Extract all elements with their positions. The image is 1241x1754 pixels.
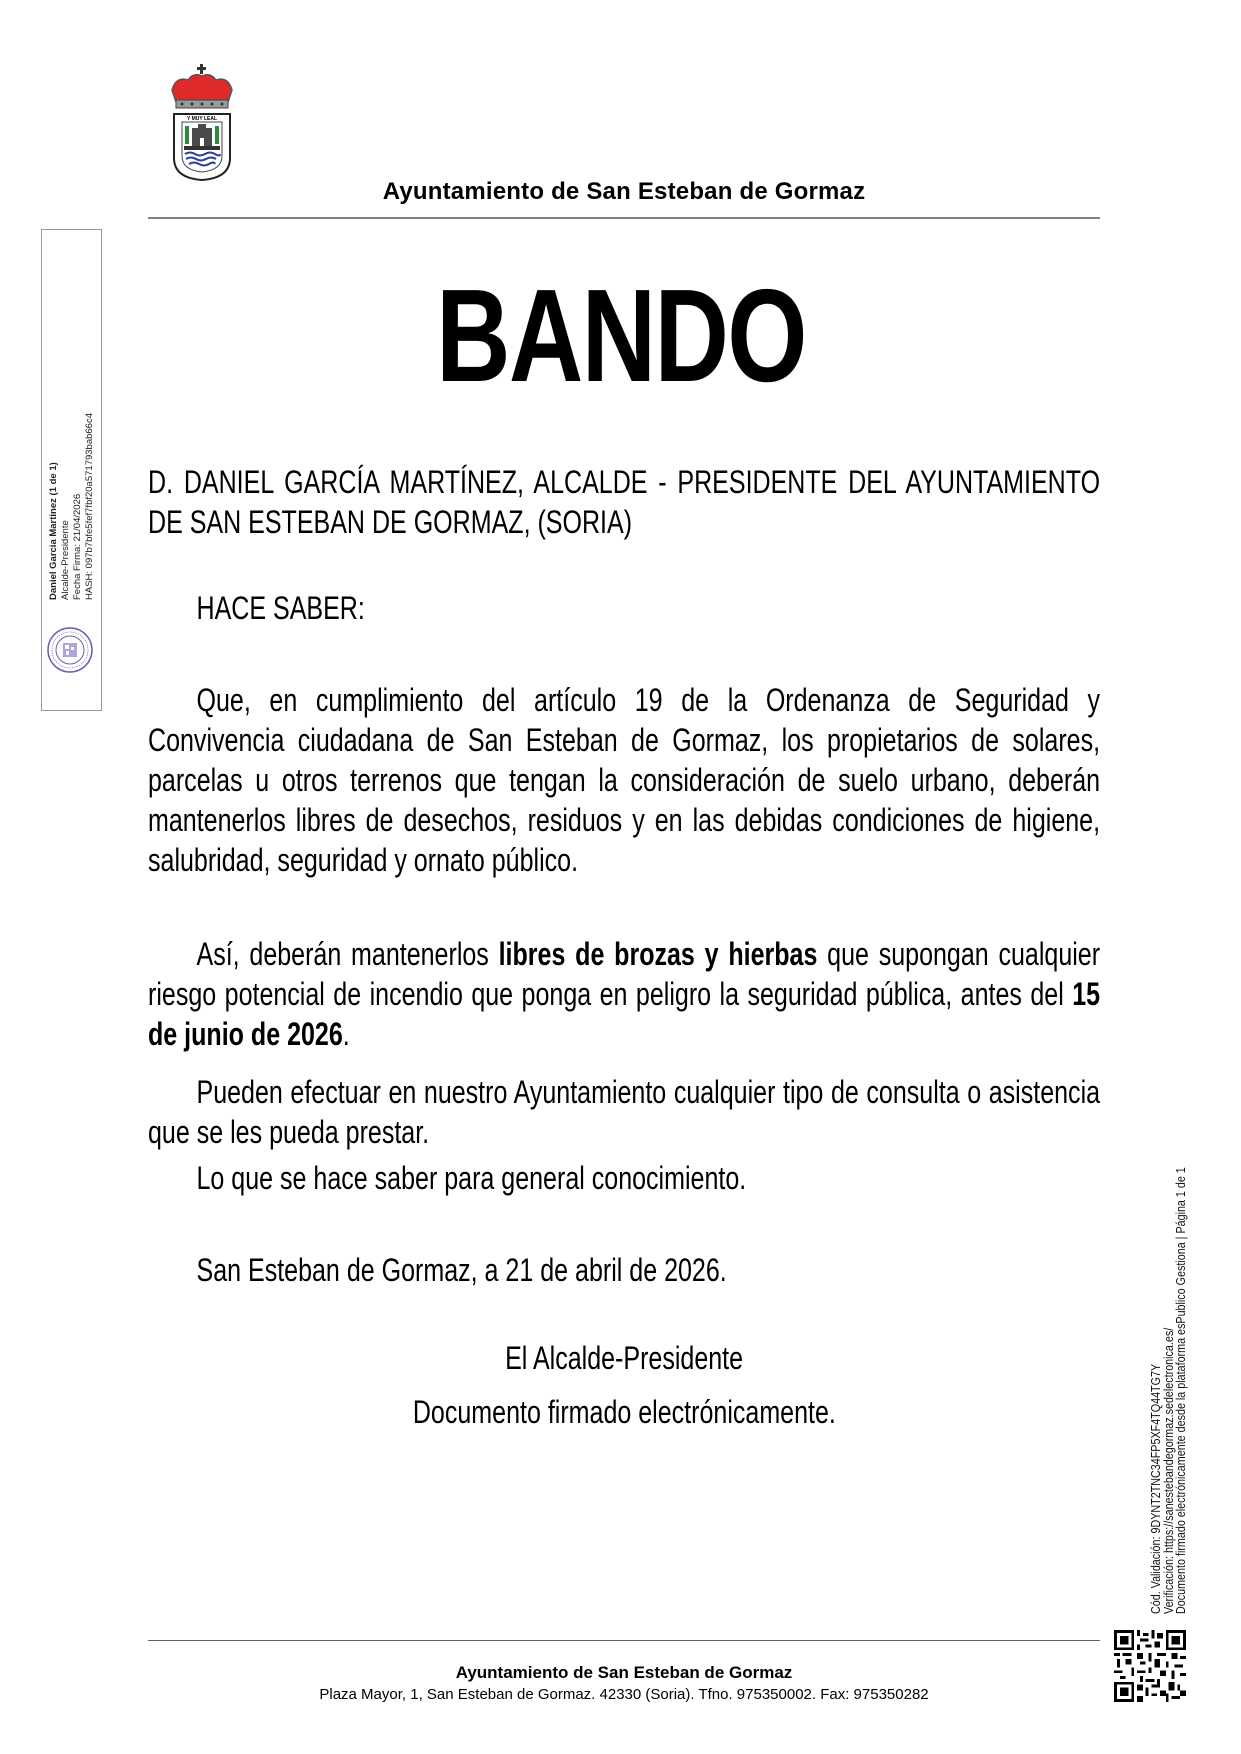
footer-organization: Ayuntamiento de San Esteban de Gormaz (455, 1663, 793, 1682)
signer-position: Alcalde-Presidente (60, 520, 71, 600)
signature-role (148, 1338, 1100, 1378)
signature-role-text: El Alcalde-Presidente (505, 1340, 743, 1376)
signature-hash: HASH: 097b7bfe5fef7fbf20a571793bab66c4 (84, 413, 95, 600)
validation-strip (1150, 1084, 1188, 1614)
footer-address: Plaza Mayor, 1, San Esteban de Gormaz. 42330 (Soria). Tfno. 975350002. Fax: 975350282 (319, 1686, 929, 1703)
p2-part3: . (342, 1016, 350, 1052)
header-organization: Ayuntamiento de San Esteban de Gormaz (382, 178, 866, 205)
paragraph-4-text: Lo que se hace saber para general conocimiento. (196, 1160, 747, 1196)
signature-strip-text (48, 360, 96, 600)
verification-url[interactable]: Verificación: https://sanestebandegormaz.sedelectronica.es/ (1161, 1327, 1176, 1614)
signature-note-text: Documento firmado electrónicamente. (412, 1394, 836, 1430)
signature-date: Fecha Firma: 21/04/2026 (72, 493, 83, 600)
intro-text: D. DANIEL GARCÍA MARTÍNEZ, ALCALDE - PRESIDENTE DEL AYUNTAMIENTO DE SAN ESTEBAN DE GORMAZ, (SORIA) (148, 464, 1101, 540)
paragraph-2 (148, 934, 1100, 1054)
p2-part1: Así, deberán mantenerlos (196, 936, 499, 972)
svg-text:Y MUY LEAL: Y MUY LEAL (186, 116, 218, 122)
crest-icon (152, 62, 256, 182)
qr-code (1114, 1630, 1186, 1702)
qr-code-icon (1114, 1630, 1186, 1702)
platform-note: Documento firmado electrónicamente desde la plataforma esPublico Gestiona | Página 1 de 1 (1174, 1167, 1188, 1614)
signature-note (148, 1392, 1100, 1432)
dateline (148, 1250, 1100, 1290)
header-divider (148, 217, 1100, 219)
footer-divider (148, 1640, 1100, 1641)
dateline-text: San Esteban de Gormaz, a 21 de abril de 2026. (196, 1252, 727, 1288)
document-title (0, 262, 1241, 409)
hace-saber-heading (148, 588, 1100, 628)
seal-icon (46, 626, 94, 674)
paragraph-4 (148, 1158, 1100, 1198)
intro-paragraph (148, 462, 1100, 542)
hace-saber-text: HACE SABER: (196, 590, 365, 626)
official-stamp (46, 626, 94, 674)
paragraph-1-text: Que, en cumplimiento del artículo 19 de la Ordenanza de Seguridad y Convivencia ciudadana de San Esteban de Gormaz, los propietarios de solares, parcelas u otros terrenos que tengan la consideración de suelo urbano, deberán mantenerlos libres de desechos, residuos y en las debidas condiciones de higiene, salubridad, seguridad y ornato público. (148, 682, 1101, 878)
paragraph-1 (148, 680, 1100, 880)
validation-code: Cód. Validación: 9DYNT2TNC34FP5XF4TQ44TG7Y (1149, 1363, 1163, 1614)
p2-part2: que supongan cualquier riesgo potencial de incendio que ponga en peligro la seguridad pública, antes del (148, 936, 1101, 1012)
paragraph-2-text (148, 934, 1100, 1054)
p2-bold-deadline: 15 de junio de 2026 (148, 976, 1101, 1052)
signer-name: Daniel Garcia Martinez (1 de 1) (48, 462, 59, 600)
paragraph-3 (148, 1072, 1100, 1152)
paragraph-3-text: Pueden efectuar en nuestro Ayuntamiento cualquier tipo de consulta o asistencia que se les pueda prestar. (148, 1074, 1101, 1150)
p2-bold-brozas: libres de brozas y hierbas (498, 936, 818, 972)
title-text: BANDO (435, 262, 806, 409)
coat-of-arms-logo (152, 62, 256, 182)
